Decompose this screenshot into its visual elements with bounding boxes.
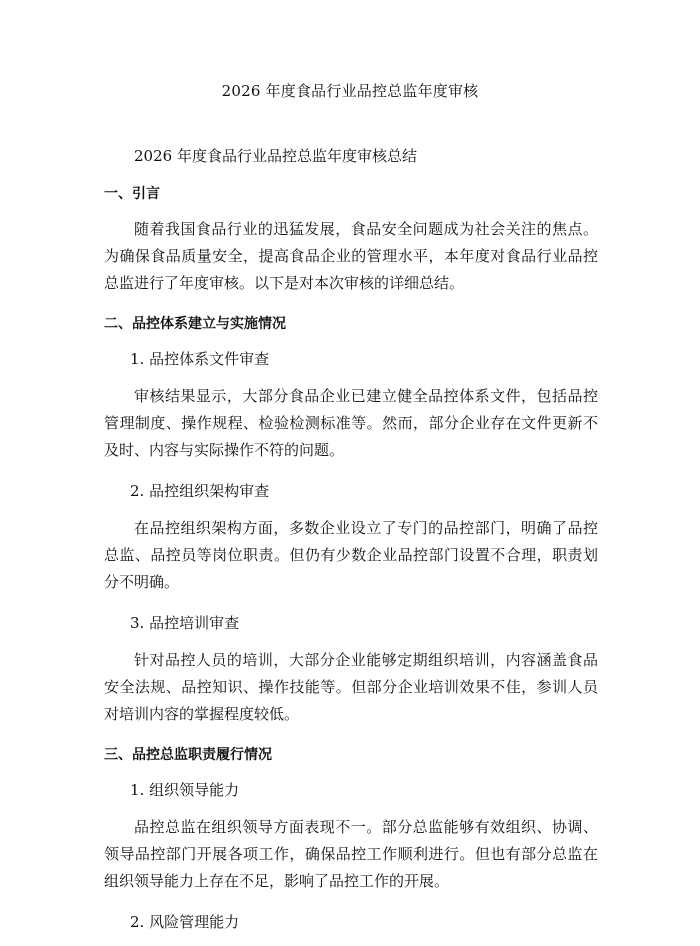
section-heading-qc-system: 二、品控体系建立与实施情况 bbox=[104, 316, 286, 332]
list-item-paragraph: 针对品控人员的培训，大部分企业能够定期组织培训，内容涵盖食品安全法规、品控知识、操作技能等。但部分企业培训效果不佳，参训人员对培训内容的掌握程度较低。 bbox=[104, 651, 598, 723]
list-item-heading: 2. 品控组织架构审查 bbox=[130, 482, 270, 500]
document-body bbox=[104, 140, 598, 946]
list-item-heading: 1. 组织领导能力 bbox=[130, 781, 240, 799]
list-item-paragraph: 在品控组织架构方面，多数企业设立了专门的品控部门，明确了品控总监、品控员等岗位职责。但仍有少数企业品控部门设置不合理，职责划分不明确。 bbox=[104, 519, 598, 591]
list-item-heading: 2. 风险管理能力 bbox=[130, 913, 240, 931]
document-subtitle: 2026 年度食品行业品控总监年度审核总结 bbox=[134, 147, 417, 165]
list-item-paragraph: 品控总监在组织领导方面表现不一。部分总监能够有效组织、协调、领导品控部门开展各项工作，确保品控工作顺利进行。但也有部分总监在组织领导能力上存在不足，影响了品控工作的开展。 bbox=[104, 818, 598, 890]
list-item-paragraph: 审核结果显示，大部分食品企业已建立健全品控体系文件，包括品控管理制度、操作规程、检验检测标准等。然而，部分企业存在文件更新不及时、内容与实际操作不符的问题。 bbox=[104, 387, 598, 459]
list-item-heading: 1. 品控体系文件审查 bbox=[130, 350, 270, 368]
document-title: 2026 年度食品行业品控总监年度审核 bbox=[221, 82, 479, 100]
section-heading-director-duties: 三、品控总监职责履行情况 bbox=[104, 747, 272, 763]
introduction-paragraph: 随着我国食品行业的迅猛发展，食品安全问题成为社会关注的焦点。为确保食品质量安全，提高食品企业的管理水平，本年度对食品行业品控总监进行了年度审核。以下是对本次审核的详细总结。 bbox=[104, 220, 598, 292]
section-heading-introduction: 一、引言 bbox=[104, 186, 160, 202]
list-item-heading: 3. 品控培训审查 bbox=[130, 614, 240, 632]
